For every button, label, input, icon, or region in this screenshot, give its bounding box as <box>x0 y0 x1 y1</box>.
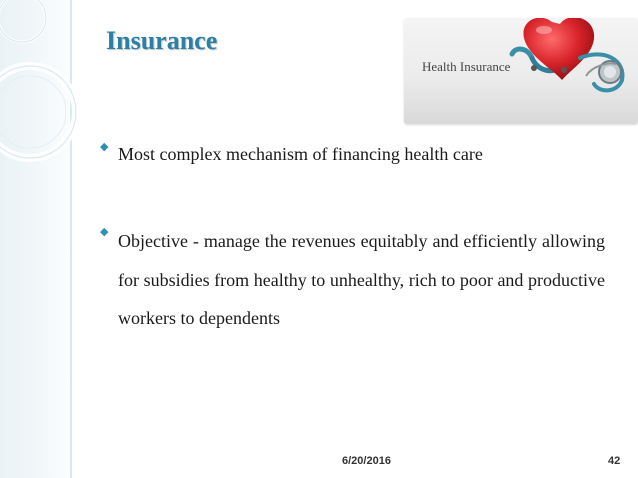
bullet-marker-icon: ◆ <box>100 141 109 153</box>
footer-date: 6/20/2016 <box>342 455 391 467</box>
bullet-item <box>100 222 605 338</box>
bullet-text: Objective - manage the revenues equitably and efficiently allowing for subsidies from healthy to unhealthy, rich to poor and productive workers to dependents <box>118 231 605 328</box>
bullet-text: Most complex mechanism of financing health care <box>118 144 483 164</box>
health-insurance-image <box>404 18 638 124</box>
slide-title: Insurance <box>106 26 218 55</box>
decorative-circles <box>0 0 110 200</box>
bullet-marker-icon: ◆ <box>100 226 109 238</box>
footer-page-number: 42 <box>608 455 621 467</box>
image-caption: Health Insurance <box>422 59 511 74</box>
bullet-item <box>100 137 605 171</box>
